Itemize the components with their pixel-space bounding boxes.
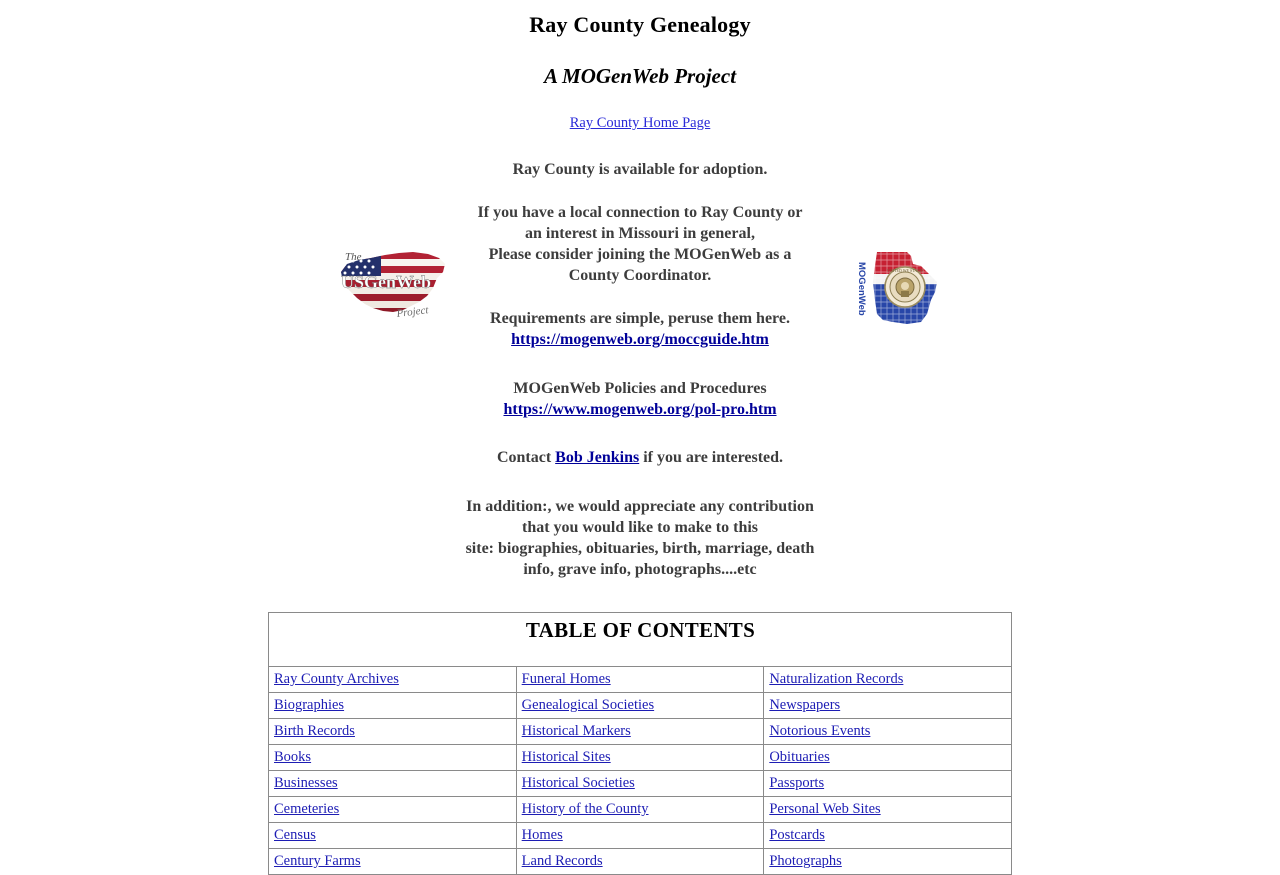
toc-cell bbox=[269, 771, 517, 797]
toc-link-naturalization-records[interactable]: Naturalization Records bbox=[769, 671, 904, 687]
toc-cell bbox=[764, 719, 1012, 745]
toc-cell bbox=[764, 745, 1012, 771]
toc-cell bbox=[269, 719, 517, 745]
toc-cell bbox=[269, 797, 517, 823]
contact-prefix: Contact bbox=[496, 449, 556, 466]
toc-cell bbox=[516, 823, 764, 849]
pol-pro-link[interactable]: https://www.mogenweb.org/pol-pro.htm bbox=[503, 401, 777, 418]
page-subtitle: A MOGenWeb Project bbox=[543, 64, 737, 88]
toc-cell bbox=[269, 745, 517, 771]
join-invitation bbox=[0, 202, 1280, 286]
policies-block bbox=[0, 378, 1280, 420]
table-of-contents-container bbox=[0, 612, 1280, 875]
toc-link-history-of-the-county[interactable]: History of the County bbox=[521, 801, 649, 817]
addition-line-1: In addition:, we would appreciate any contribution bbox=[466, 498, 814, 515]
toc-link-land-records[interactable]: Land Records bbox=[521, 853, 603, 869]
toc-cell bbox=[269, 849, 517, 875]
mogenweb-vertical-text: MOGenWeb bbox=[856, 262, 867, 316]
toc-link-historical-markers[interactable]: Historical Markers bbox=[521, 723, 631, 739]
contact-suffix: if you are interested. bbox=[639, 449, 784, 466]
toc-link-newspapers[interactable]: Newspapers bbox=[769, 697, 841, 713]
toc-link-biographies[interactable]: Biographies bbox=[274, 697, 345, 713]
toc-link-census[interactable]: Census bbox=[274, 827, 316, 843]
toc-cell bbox=[516, 745, 764, 771]
additional-request bbox=[0, 496, 1280, 580]
toc-link-passports[interactable]: Passports bbox=[769, 775, 825, 791]
bob-jenkins-link[interactable]: Bob Jenkins bbox=[555, 449, 640, 466]
table-row bbox=[269, 745, 1012, 771]
toc-cell bbox=[764, 849, 1012, 875]
toc-cell bbox=[269, 667, 517, 693]
usgenweb-wordmark: USGenWeb bbox=[341, 272, 432, 292]
toc-link-birth-records[interactable]: Birth Records bbox=[274, 723, 355, 739]
table-row bbox=[269, 693, 1012, 719]
toc-cell bbox=[516, 849, 764, 875]
join-line-2: an interest in Missouri in general, bbox=[525, 225, 755, 242]
toc-cell bbox=[516, 771, 764, 797]
toc-cell bbox=[516, 667, 764, 693]
toc-cell bbox=[269, 693, 517, 719]
toc-link-personal-web-sites[interactable]: Personal Web Sites bbox=[769, 801, 881, 817]
addition-line-3: site: biographies, obituaries, birth, marriage, death bbox=[465, 540, 815, 557]
join-line-3: Please consider joining the MOGenWeb as a bbox=[488, 246, 792, 263]
page-title: Ray County Genealogy bbox=[529, 12, 751, 37]
toc-link-photographs[interactable]: Photographs bbox=[769, 853, 842, 869]
addition-line-2: that you would like to make to this bbox=[521, 519, 759, 536]
toc-header-row bbox=[269, 613, 1012, 667]
toc-link-genealogical-societies[interactable]: Genealogical Societies bbox=[521, 697, 655, 713]
home-link-container bbox=[0, 115, 1280, 132]
table-row bbox=[269, 849, 1012, 875]
requirements-text: Requirements are simple, peruse them here. bbox=[490, 310, 790, 327]
ray-county-home-page-link[interactable]: Ray County Home Page bbox=[569, 115, 711, 131]
table-row bbox=[269, 667, 1012, 693]
requirements-block bbox=[0, 308, 1280, 350]
usgenweb-project-text: Project bbox=[395, 304, 430, 320]
adoption-notice: Ray County is available for adoption. bbox=[512, 161, 768, 178]
usgenweb-the-text: The bbox=[345, 251, 362, 263]
toc-cell bbox=[764, 771, 1012, 797]
table-row bbox=[269, 719, 1012, 745]
toc-link-historical-sites[interactable]: Historical Sites bbox=[521, 749, 611, 765]
toc-cell bbox=[764, 693, 1012, 719]
toc-cell bbox=[269, 823, 517, 849]
toc-cell bbox=[764, 667, 1012, 693]
toc-link-obituaries[interactable]: Obituaries bbox=[769, 749, 830, 765]
table-row bbox=[269, 797, 1012, 823]
toc-cell bbox=[516, 693, 764, 719]
toc-link-books[interactable]: Books bbox=[274, 749, 312, 765]
toc-cell bbox=[764, 823, 1012, 849]
addition-line-4: info, grave info, photographs....etc bbox=[523, 561, 757, 578]
toc-cell bbox=[764, 797, 1012, 823]
svg-text:UNITED WE STAND: UNITED WE STAND bbox=[886, 268, 924, 273]
policies-link-line bbox=[0, 399, 1280, 420]
toc-link-homes[interactable]: Homes bbox=[521, 827, 563, 843]
toc-link-century-farms[interactable]: Century Farms bbox=[274, 853, 361, 869]
toc-link-funeral-homes[interactable]: Funeral Homes bbox=[521, 671, 611, 687]
toc-link-ray-county-archives[interactable]: Ray County Archives bbox=[274, 671, 399, 687]
requirements-link-line bbox=[0, 329, 1280, 350]
table-of-contents bbox=[268, 612, 1012, 875]
contact-line bbox=[0, 447, 1280, 468]
mogenweb-logo bbox=[849, 242, 945, 330]
join-line-4: County Coordinator. bbox=[568, 267, 712, 284]
join-line-1: If you have a local connection to Ray County or bbox=[477, 204, 803, 221]
toc-link-historical-societies[interactable]: Historical Societies bbox=[521, 775, 635, 791]
moccguide-link[interactable]: https://mogenweb.org/moccguide.htm bbox=[511, 331, 769, 348]
toc-cell bbox=[516, 797, 764, 823]
toc-link-notorious-events[interactable]: Notorious Events bbox=[769, 723, 871, 739]
toc-link-cemeteries[interactable]: Cemeteries bbox=[274, 801, 340, 817]
table-row bbox=[269, 823, 1012, 849]
toc-link-businesses[interactable]: Businesses bbox=[274, 775, 338, 791]
missouri-state-seal bbox=[885, 267, 925, 307]
toc-link-postcards[interactable]: Postcards bbox=[769, 827, 825, 843]
toc-heading: TABLE OF CONTENTS bbox=[525, 618, 756, 642]
toc-header-cell bbox=[269, 613, 1012, 667]
policies-text: MOGenWeb Policies and Procedures bbox=[513, 380, 767, 397]
usgenweb-logo bbox=[333, 238, 451, 330]
toc-cell bbox=[516, 719, 764, 745]
table-row bbox=[269, 771, 1012, 797]
